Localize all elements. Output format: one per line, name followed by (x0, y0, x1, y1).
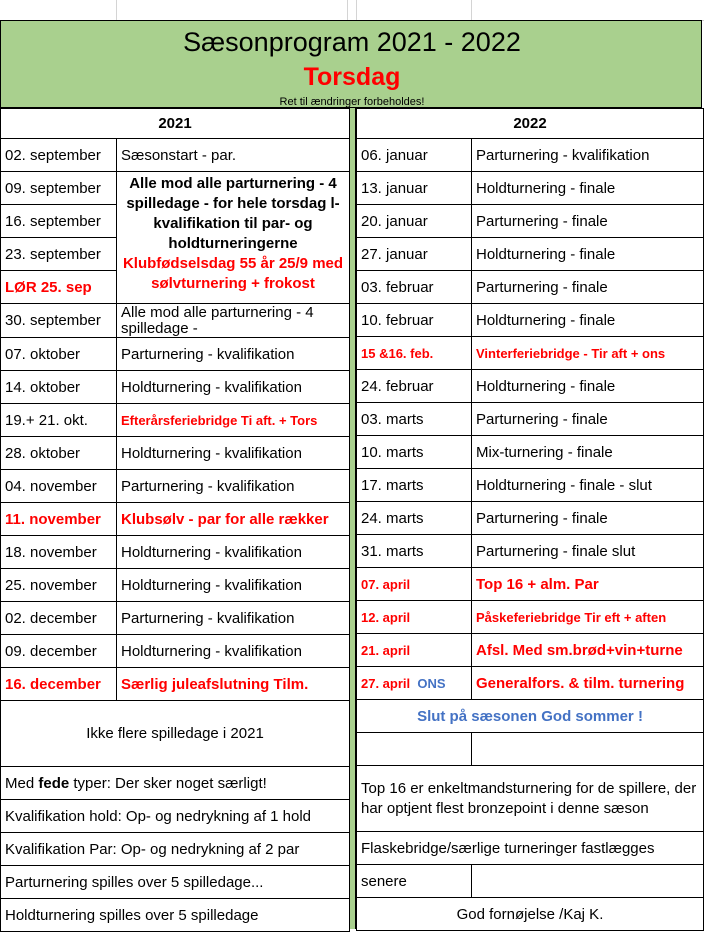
event-cell: Holdturnering - kvalifikation (117, 437, 350, 470)
senere-note: senere (357, 865, 472, 898)
event-cell: Parturnering - finale (472, 502, 704, 535)
event-cell: Mix-turnering - finale (472, 436, 704, 469)
info-row (357, 832, 704, 865)
event-cell: Holdturnering - kvalifikation (117, 371, 350, 404)
event-cell: Parturnering - kvalifikation (472, 139, 704, 172)
event-cell: Afsl. Med sm.brød+vin+turne (472, 634, 704, 667)
date-cell: 31. marts (357, 535, 472, 568)
table-row (1, 569, 350, 602)
table-row (1, 338, 350, 371)
date-cell: 24. februar (357, 370, 472, 403)
table-row (1, 437, 350, 470)
date-text: 27. april (361, 675, 411, 691)
no-more-row (1, 701, 350, 767)
event-cell: Alle mod alle parturnering - 4 spilledage - (117, 304, 350, 338)
flaske-note: Flaskebridge/særlige turneringer fastlægges (357, 832, 704, 865)
table-row (357, 436, 704, 469)
date-cell: 27. januar (357, 238, 472, 271)
top-grid-row (0, 0, 704, 21)
schedule-2022 (356, 108, 704, 931)
info-row (357, 865, 704, 898)
event-cell: Holdturnering - kvalifikation (117, 536, 350, 569)
no-more-dates-note: Ikke flere spilledage i 2021 (1, 701, 350, 767)
footer-note (1, 767, 350, 800)
table-row (357, 304, 704, 337)
schedule-2021 (0, 108, 350, 932)
table-row (1, 139, 350, 172)
event-cell: Særlig juleafslutning Tilm. (117, 668, 350, 701)
table-row (357, 667, 704, 700)
table-row (357, 238, 704, 271)
date-cell: 16. september (1, 205, 117, 238)
info-row (357, 766, 704, 832)
date-cell: 09. september (1, 172, 117, 205)
table-row (357, 601, 704, 634)
date-cell: LØR 25. sep (1, 271, 117, 304)
event-cell: Vinterferiebridge - Tir aft + ons (472, 337, 704, 370)
event-cell: Parturnering - kvalifikation (117, 602, 350, 635)
date-cell: 06. januar (357, 139, 472, 172)
table-row (357, 568, 704, 601)
footer-row (1, 800, 350, 833)
date-cell: 07. oktober (1, 338, 117, 371)
date-cell: 17. marts (357, 469, 472, 502)
date-cell: 20. januar (357, 205, 472, 238)
date-cell: 04. november (1, 470, 117, 503)
weekday-badge: ONS (417, 675, 446, 691)
table-row (1, 371, 350, 404)
table-row (1, 404, 350, 437)
table-row (357, 502, 704, 535)
footer-note: Kvalifikation Par: Op- og nedrykning af 2 par (1, 833, 350, 866)
date-cell: 03. marts (357, 403, 472, 436)
date-cell: 25. november (1, 569, 117, 602)
table-row (1, 635, 350, 668)
footer-row (1, 767, 350, 800)
date-cell (357, 667, 472, 700)
table-row (357, 634, 704, 667)
empty-cell (472, 865, 704, 898)
date-cell: 15 &16. feb. (357, 337, 472, 370)
footer-row (1, 833, 350, 866)
date-cell: 10. marts (357, 436, 472, 469)
table-row (357, 403, 704, 436)
table-row (357, 337, 704, 370)
footer-row (1, 866, 350, 899)
date-cell: 24. marts (357, 502, 472, 535)
table-row (1, 668, 350, 701)
table-row (1, 536, 350, 569)
footer-suffix: typer: Der sker noget særligt! (69, 774, 267, 792)
date-cell: 23. september (1, 238, 117, 271)
table-row (357, 370, 704, 403)
event-cell: Holdturnering - finale (472, 304, 704, 337)
blank-row (357, 733, 704, 766)
footer-note: Kvalifikation hold: Op- og nedrykning af 1 hold (1, 800, 350, 833)
event-cell: Holdturnering - kvalifikation (117, 569, 350, 602)
table-row (1, 304, 350, 338)
event-cell: Holdturnering - finale - slut (472, 469, 704, 502)
disclaimer-note: Ret til ændringer forbeholdes! (279, 96, 425, 108)
date-cell: 30. september (1, 304, 117, 338)
table-row (357, 205, 704, 238)
empty-cell (472, 733, 704, 766)
empty-cell (357, 733, 472, 766)
event-cell: Parturnering - finale slut (472, 535, 704, 568)
event-cell: Efterårsferiebridge Ti aft. + Tors (117, 404, 350, 437)
event-cell: Generalfors. & tilm. turnering (472, 667, 704, 700)
grid-line (116, 0, 117, 20)
year-2021-header: 2021 (1, 109, 350, 139)
date-cell: 07. april (357, 568, 472, 601)
footer-prefix: Med (5, 774, 39, 792)
date-cell: 18. november (1, 536, 117, 569)
column-divider (349, 108, 356, 929)
merged-event-text: Alle mod alle parturnering - 4 spilledage - for hele torsdag l-kvalifikation til par- og holdturneringerne (126, 175, 340, 252)
program-header (0, 20, 702, 108)
event-cell: Top 16 + alm. Par (472, 568, 704, 601)
event-cell: Holdturnering - kvalifikation (117, 635, 350, 668)
footer-note: Holdturnering spilles over 5 spilledage (1, 899, 350, 932)
grid-line (471, 0, 472, 20)
date-cell: 10. februar (357, 304, 472, 337)
page-subtitle: Torsdag (303, 63, 401, 91)
footer-row (1, 899, 350, 932)
event-cell: Parturnering - finale (472, 271, 704, 304)
table-row (357, 535, 704, 568)
year-header-row (357, 109, 704, 139)
table-row (1, 172, 350, 205)
date-cell: 19.+ 21. okt. (1, 404, 117, 437)
table-row (357, 469, 704, 502)
grid-line (347, 0, 348, 20)
date-cell: 02. december (1, 602, 117, 635)
year-header-row (1, 109, 350, 139)
year-2022-header: 2022 (357, 109, 704, 139)
table-row (357, 139, 704, 172)
event-cell: Påskeferiebridge Tir eft + aften (472, 601, 704, 634)
table-row (357, 172, 704, 205)
event-cell: Parturnering - finale (472, 403, 704, 436)
table-row (1, 503, 350, 536)
event-cell: Parturnering - kvalifikation (117, 338, 350, 371)
event-cell: Holdturnering - finale (472, 172, 704, 205)
season-end-note: Slut på sæsonen God sommer ! (357, 700, 704, 733)
table-row (357, 271, 704, 304)
footer-bold-word: fede (38, 774, 70, 792)
table-row (1, 470, 350, 503)
date-cell: 03. februar (357, 271, 472, 304)
date-cell: 16. december (1, 668, 117, 701)
event-cell: Klubsølv - par for alle rækker (117, 503, 350, 536)
signoff: God fornøjelse /Kaj K. (357, 898, 704, 931)
event-cell: Parturnering - finale (472, 205, 704, 238)
signoff-row (357, 898, 704, 931)
date-cell: 09. december (1, 635, 117, 668)
season-end-row (357, 700, 704, 733)
page-title: Sæsonprogram 2021 - 2022 (183, 27, 521, 57)
date-cell: 11. november (1, 503, 117, 536)
grid-line (356, 0, 357, 20)
table-row (1, 602, 350, 635)
date-cell: 12. april (357, 601, 472, 634)
merged-event-cell (117, 172, 350, 304)
date-cell: 13. januar (357, 172, 472, 205)
event-cell: Parturnering - kvalifikation (117, 470, 350, 503)
date-cell: 28. oktober (1, 437, 117, 470)
event-cell: Holdturnering - finale (472, 238, 704, 271)
date-cell: 14. oktober (1, 371, 117, 404)
event-cell: Sæsonstart - par. (117, 139, 350, 172)
event-cell: Holdturnering - finale (472, 370, 704, 403)
merged-event-red-text: Klubfødselsdag 55 år 25/9 med sølvturnering + frokost (122, 255, 344, 292)
top16-note: Top 16 er enkeltmandsturnering for de spillere, der har optjent flest bronzepoint i denne sæson (357, 766, 704, 832)
date-cell: 02. september (1, 139, 117, 172)
date-cell: 21. april (357, 634, 472, 667)
footer-note: Parturnering spilles over 5 spilledage... (1, 866, 350, 899)
